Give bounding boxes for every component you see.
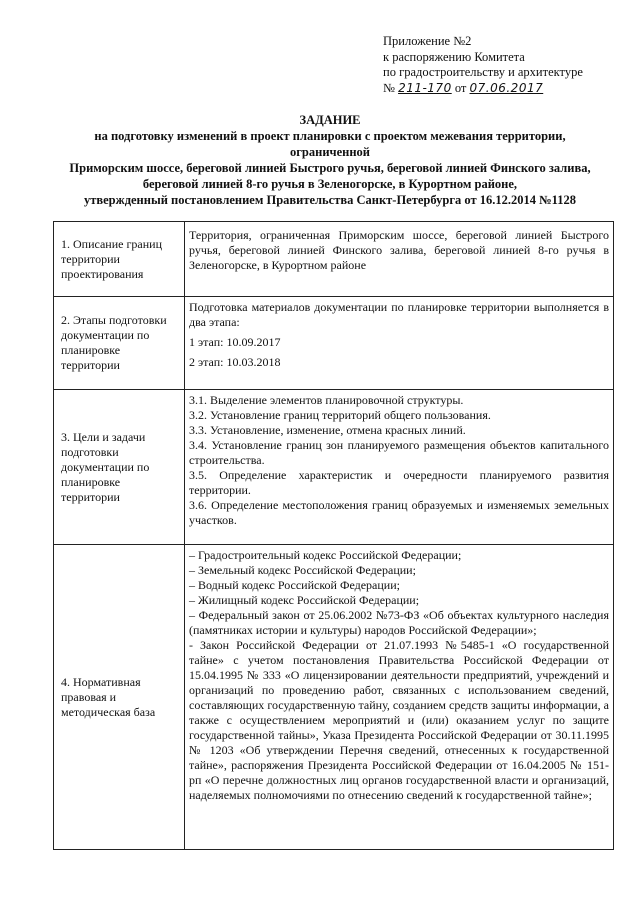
appendix-header (383, 34, 623, 96)
date-prefix: от (454, 80, 467, 95)
appendix-line-1: Приложение №2 (383, 34, 472, 48)
appendix-number-line (383, 81, 623, 97)
row-content-boundaries (185, 222, 614, 297)
law-item: – Градостроительный кодекс Российской Федерации; (189, 548, 462, 562)
boundaries-text: Территория, ограниченная Приморским шоссе, береговой линией Быстрого ручья, береговой линией Финского залива, береговой линией 8-го ручья в Зеленогорске, в Курортном районе (189, 228, 609, 272)
title-line-4: береговой линией 8-го ручья в Зеленогорске, в Курортном районе, (142, 177, 518, 191)
task-table (53, 221, 614, 850)
title-line-5: утвержденный постановлением Правительства Санкт-Петербурга от 16.12.2014 №1128 (83, 193, 576, 207)
row-label-boundaries: 1. Описание границ территории проектирования (54, 222, 185, 297)
law-item: – Водный кодекс Российской Федерации; (189, 578, 400, 592)
stage-1: 1 этап: 10.09.2017 (189, 335, 281, 349)
table-row (54, 297, 614, 390)
row-content-goals (185, 390, 614, 545)
goal-item: 3.3. Установление, изменение, отмена красных линий. (189, 423, 466, 437)
row-content-legal-base (185, 545, 614, 850)
document-title (40, 112, 620, 208)
title-line-1: на подготовку изменений в проект планировки с проектом межевания территории, (94, 129, 566, 143)
title-line-2: ограниченной (290, 145, 370, 159)
appendix-line-3: по градостроительству и архитектуре (383, 65, 583, 79)
goal-item: 3.1. Выделение элементов планировочной структуры. (189, 393, 464, 407)
row-label-stages: 2. Этапы подготовки документации по планировке территории (54, 297, 185, 390)
table-row (54, 545, 614, 850)
row-label-goals: 3. Цели и задачи подготовки документации по планировке территории (54, 390, 185, 545)
handwritten-date: 07.06.2017 (469, 80, 544, 95)
law-item: – Федеральный закон от 25.06.2002 №73-ФЗ «Об объектах культурного наследия (памятниках истории и культуры) народов Российской Федерации»; (189, 608, 609, 637)
table-row (54, 222, 614, 297)
goal-item: 3.5. Определение характеристик и очередности планируемого развития территории. (189, 468, 609, 497)
law-item: – Жилищный кодекс Российской Федерации; (189, 593, 420, 607)
table-row (54, 390, 614, 545)
title-line-3: Приморским шоссе, береговой линией Быстрого ручья, береговой линией Финского залива, (69, 161, 591, 175)
law-item: - Закон Российской Федерации от 21.07.1993 №5485-1 «О государственной тайне» с учетом постановления Правительства Российской Федерации от 15.04.1995 № 333 «О лицензировании деятельности предприятий, учреждений и организаций по проведению работ, связанных с использованием сведений, составляющих государственную тайну, созданием средств защиты информации, а также с осуществлением мероприятий и (или) оказанием услуг по защите государственной тайны», Указа Президента Российской Федерации от 30.11.1995 № 1203 «Об утверждении Перечня сведений, отнесенных к государственной тайне», распоряжения Президента Российской Федерации от 16.04.2005 № 151-рп «О перечне должностных лиц органов государственной власти и организаций, наделяемых полномочиями по отнесению сведений к государственной тайне»; (189, 638, 609, 802)
stages-intro: Подготовка материалов документации по планировке территории выполняется в два этапа: (189, 300, 609, 329)
row-content-stages (185, 297, 614, 390)
goal-item: 3.4. Установление границ зон планируемого размещения объектов капитального строительства. (189, 438, 609, 467)
handwritten-number: 211-170 (398, 80, 452, 95)
appendix-line-2: к распоряжению Комитета (383, 49, 525, 64)
stage-2: 2 этап: 10.03.2018 (189, 355, 281, 369)
page-bottom-edge (0, 890, 640, 905)
row-label-legal-base: 4. Нормативная правовая и методическая база (54, 545, 185, 850)
law-item: – Земельный кодекс Российской Федерации; (189, 563, 416, 577)
number-prefix: № (383, 80, 395, 95)
goal-item: 3.6. Определение местоположения границ образуемых и изменяемых земельных участков. (189, 498, 609, 527)
goal-item: 3.2. Установление границ территорий общего пользования. (189, 408, 491, 422)
title-heading: ЗАДАНИЕ (299, 113, 361, 127)
